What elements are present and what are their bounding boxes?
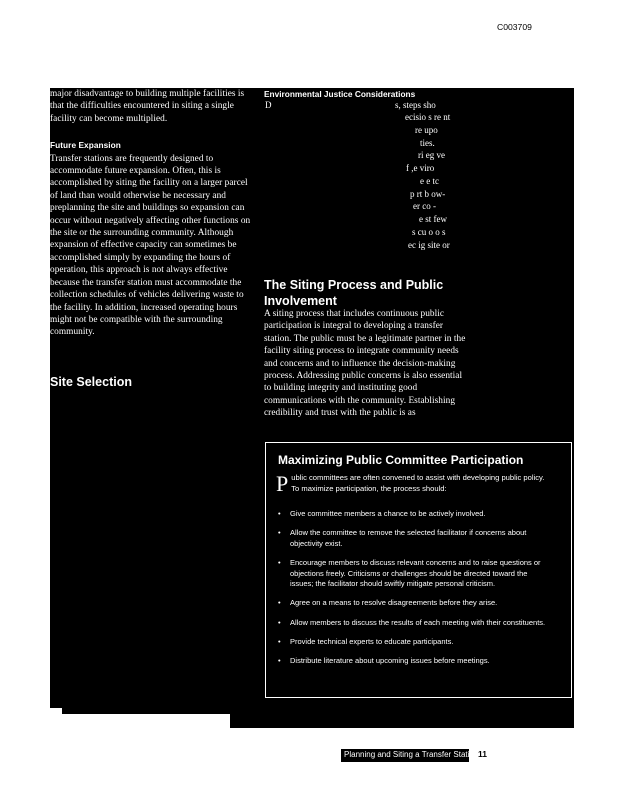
siting-process-heading: The Siting Process and Public Involvement	[264, 278, 444, 308]
env-fragment: re upo	[415, 125, 438, 135]
sidebar-intro-text: ublic committees are often convened to assist with developing public policy. To maximize participation, the process should:	[291, 473, 545, 493]
list-item-text: Distribute literature about upcoming issues before meetings.	[290, 655, 490, 665]
list-item-text: Allow the committee to remove the selected facilitator if concerns about objectivity exist.	[290, 528, 527, 548]
list-item	[278, 509, 550, 520]
bullet-icon: •	[278, 617, 281, 627]
env-fragment: e e tc	[420, 176, 439, 186]
list-item	[278, 558, 550, 590]
running-title: Planning and Siting a Transfer Station	[344, 750, 479, 759]
future-expansion-heading: Future Expansion	[50, 140, 121, 151]
sidebar-title: Maximizing Public Committee Participation	[278, 453, 524, 467]
list-item-text: Provide technical experts to educate participants.	[290, 636, 454, 646]
scan-smudge	[230, 700, 574, 728]
scan-smudge-lower	[62, 708, 252, 714]
list-item	[278, 528, 550, 549]
bullet-icon: •	[278, 509, 281, 518]
intro-paragraph: major disadvantage to building multiple facilities is that the difficulties encountered in siting a single facility can become multiplied.	[50, 89, 245, 124]
bullet-icon: •	[278, 598, 281, 608]
env-fragment: p rt b ow-	[410, 189, 446, 199]
bullet-icon: •	[278, 528, 281, 538]
env-fragment: f ,e viro	[406, 163, 435, 173]
list-item	[278, 656, 550, 667]
env-fragment: ec ig site or	[408, 240, 450, 250]
env-fragment: ties.	[420, 138, 435, 148]
list-item	[278, 618, 550, 629]
left-column	[50, 88, 256, 339]
sidebar-bullet-list	[278, 509, 550, 675]
env-fragment: ri eg ve	[418, 150, 445, 160]
bullet-icon: •	[278, 636, 281, 646]
list-item-text: Encourage members to discuss relevant concerns and to raise questions or objections freely. Criticisms or challenges should be directed toward the issues; the facilitator should swiftly mitigate personal criticism.	[290, 557, 541, 589]
sidebar-intro	[276, 473, 552, 494]
future-expansion-paragraph: Transfer stations are frequently designed to accommodate future expansion. Often, this is accomplished by siting the facility on a larger parcel of land than would otherwise be necessary and preplanning the site and buildings so expansion can occur without negatively affecting other functions on the site or the surrounding community. Although expansion of effective capacity can sometimes be accomplished simply by expanding the hours of operation, this approach is not always effective because the transfer station must accommodate the collection schedules of vehicles delivering waste to the facility. In addition, increased operating hours might not be compatible with the surrounding community.	[50, 153, 251, 338]
env-fragment: s, steps sho	[395, 100, 436, 110]
env-fragment: s cu o o s	[412, 227, 446, 237]
bullet-icon: •	[278, 557, 281, 567]
site-selection-heading: Site Selection	[50, 375, 132, 389]
list-item	[278, 598, 550, 609]
list-item-text: Allow members to discuss the results of each meeting with their constituents.	[290, 617, 546, 627]
env-fragment: D	[265, 100, 272, 110]
siting-process-paragraph: A siting process that includes continuous public participation is integral to developing a transfer station. The public must be a legitimate partner in the facility siting process to integrate community needs and concerns and to influence the decision-making process. Addressing public concerns is also essential to building integrity and instituting good communications with the community. Establishing credibility and trust with the public is as	[264, 309, 466, 419]
list-item	[278, 637, 550, 648]
list-item-text: Agree on a means to resolve disagreements before they arise.	[290, 598, 498, 608]
sidebar-box	[265, 442, 572, 698]
env-fragment: ecisio s re nt	[405, 112, 451, 122]
document-id: C003709	[497, 22, 532, 32]
drop-cap: P	[276, 471, 289, 496]
bullet-icon: •	[278, 655, 281, 665]
list-item-text: Give committee members a chance to be actively involved.	[290, 509, 486, 518]
env-fragment: er co -	[413, 201, 436, 211]
env-justice-heading: Environmental Justice Considerations	[264, 89, 416, 99]
page-number: 11	[478, 749, 487, 759]
env-fragment: e st few	[419, 214, 447, 224]
